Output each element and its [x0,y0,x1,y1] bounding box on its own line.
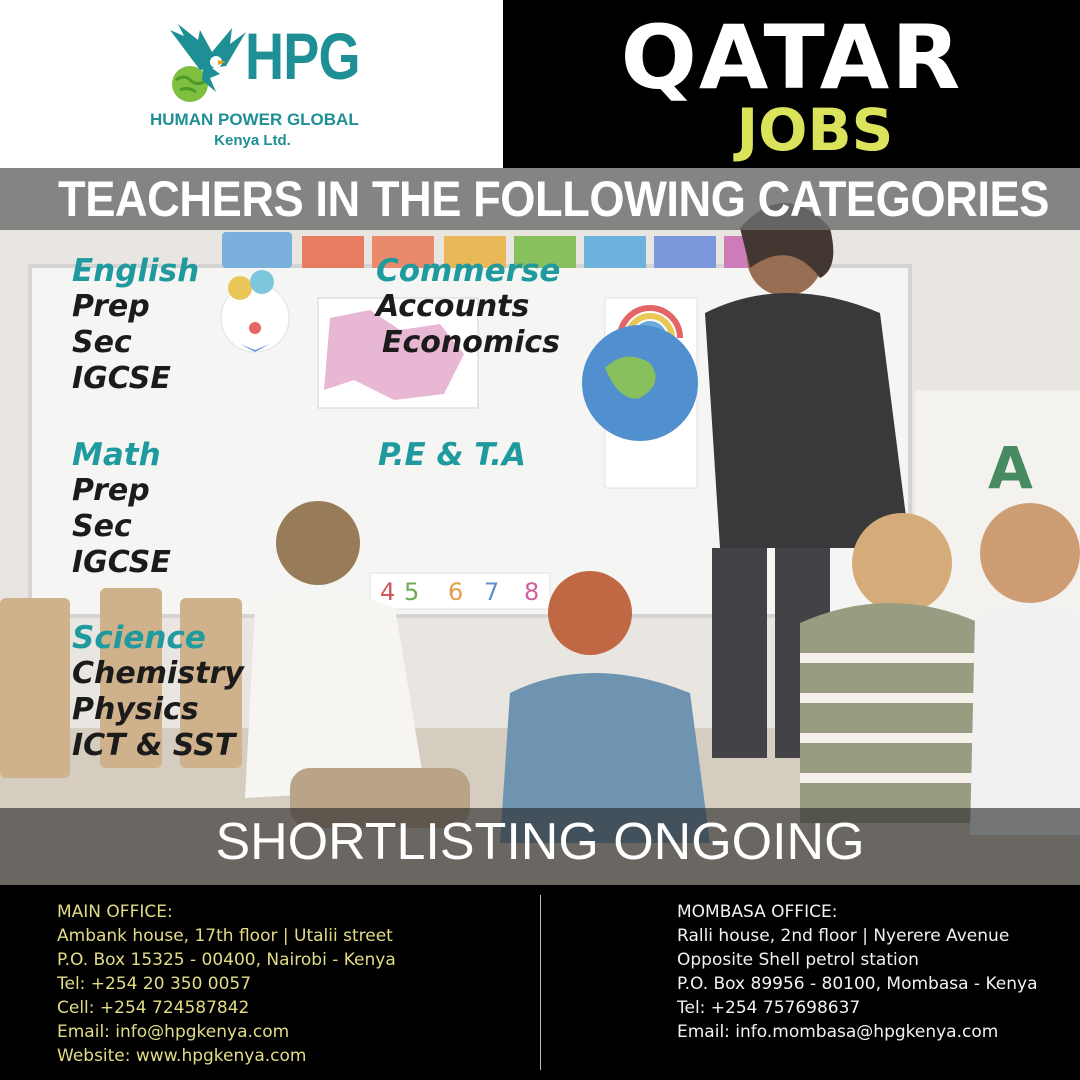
subject-item: Chemistry [72,656,244,691]
main-office-contact [57,900,396,1068]
office-heading: MAIN OFFICE: [57,902,173,922]
office-tel: Tel: +254 757698637 [677,998,861,1018]
subject-item: IGCSE [72,361,171,396]
office-cell: Cell: +254 724587842 [57,998,250,1018]
logo-company-name: HUMAN POWER GLOBAL [150,110,359,129]
subject-group-commerse [376,253,560,361]
logo-panel [0,0,503,168]
office-address: Ralli house, 2nd floor | Nyerere Avenue [677,926,1010,946]
office-email: Email: info.mombasa@hpgkenya.com [677,1022,999,1042]
title-panel [503,0,1080,168]
footer-divider [540,895,541,1070]
subject-item: Physics [72,692,199,727]
subject-item: Prep [72,289,150,324]
svg-text:6: 6 [448,578,464,606]
office-address: Ambank house, 17th floor | Utalii street [57,926,393,946]
title-country: QATAR [620,6,963,109]
subject-item: IGCSE [72,545,171,580]
office-website: Website: www.hpgkenya.com [57,1046,307,1066]
subject-title: P.E & T.A [378,437,526,473]
shortlist-heading: SHORTLISTING ONGOING [215,813,865,871]
svg-text:8: 8 [524,578,540,606]
subject-group-pe-ta [378,437,526,473]
subject-group-science [72,620,244,764]
subject-title: Math [72,437,161,473]
eagle-globe-icon [160,22,250,112]
subject-item: Accounts [376,289,530,324]
office-email: Email: info@hpgkenya.com [57,1022,290,1042]
subject-item: Sec [72,509,132,544]
subject-title: Commerse [376,253,561,289]
office-po-box: P.O. Box 89956 - 80100, Mombasa - Kenya [677,974,1038,994]
subject-group-english [72,253,199,397]
subject-item: Sec [72,325,132,360]
categories-heading: TEACHERS IN THE FOLLOWING CATEGORIES [58,171,1049,227]
logo-wordmark: HPG [245,19,360,93]
wall-letter: A [988,434,1033,502]
subject-item: ICT & SST [72,728,236,763]
svg-text:5: 5 [404,578,420,606]
office-po-box: P.O. Box 15325 - 00400, Nairobi - Kenya [57,950,396,970]
office-tel: Tel: +254 20 350 0057 [57,974,252,994]
office-heading: MOMBASA OFFICE: [677,902,838,922]
subject-group-math [72,437,171,581]
subject-item: Economics [382,325,561,360]
subject-title: Science [72,620,206,656]
subject-item: Prep [72,473,150,508]
svg-text:7: 7 [484,578,500,606]
subject-title: English [72,253,200,289]
title-jobs: JOBS [736,96,894,164]
office-landmark: Opposite Shell petrol station [677,950,919,970]
logo-company-subtitle: Kenya Ltd. [214,132,291,149]
mombasa-office-contact [677,900,1038,1044]
svg-text:4: 4 [380,578,396,606]
